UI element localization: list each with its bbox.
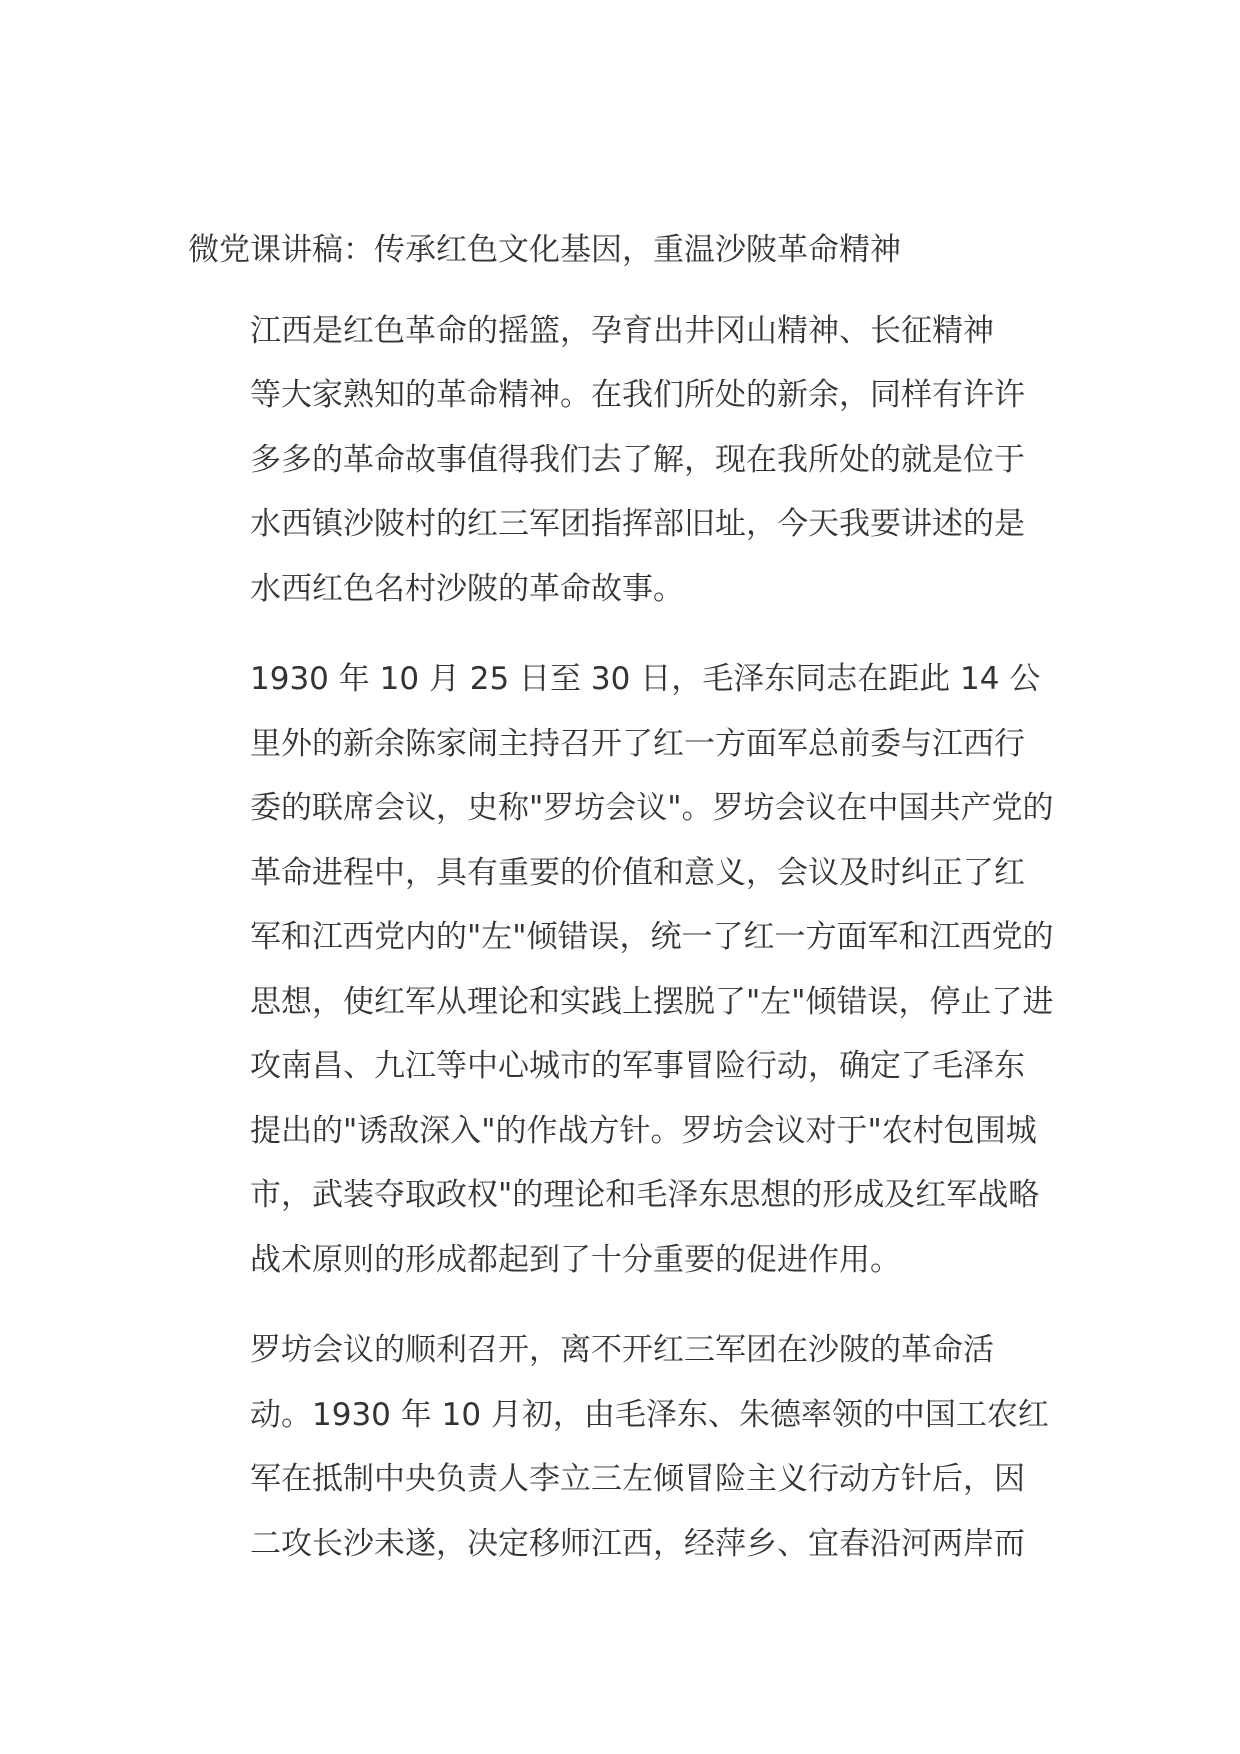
paragraph-line: 1930 年 10 月 25 日至 30 日，毛泽东同志在距此 14 公 [250,661,1041,697]
paragraph-line: 军和江西党内的"左"倾错误，统一了红一方面军和江西党的 [250,919,1054,955]
paragraph-third-corps [188,1318,1068,1576]
paragraph-line: 军在抵制中央负责人李立三左倾冒险主义行动方针后，因 [250,1461,1025,1497]
paragraph-line: 委的联席会议，史称"罗坊会议"。罗坊会议在中国共产党的 [250,790,1054,826]
paragraph-line: 罗坊会议的顺利召开，离不开红三军团在沙陂的革命活 [250,1332,994,1368]
paragraph-line: 多多的革命故事值得我们去了解，现在我所处的就是位于 [250,441,1025,478]
paragraph-line: 江西是红色革命的摇篮，孕育出井冈山精神、长征精神 [250,312,994,349]
paragraph-line: 等大家熟知的革命精神。在我们所处的新余，同样有许许 [250,377,1025,413]
paragraph-line: 攻南昌、九江等中心城市的军事冒险行动，确定了毛泽东 [250,1048,1025,1084]
paragraph-line: 水西红色名村沙陂的革命故事。 [250,570,684,607]
paragraph-line: 水西镇沙陂村的红三军团指挥部旧址，今天我要讲述的是 [250,506,1025,542]
paragraph-intro [188,299,1068,622]
paragraph-line: 革命进程中，具有重要的价值和意义，会议及时纠正了红 [250,854,1025,891]
paragraph-line: 市，武装夺取政权"的理论和毛泽东思想的形成及红军战略 [250,1177,1040,1213]
document-body [188,218,1068,1576]
paragraph-line: 战术原则的形成都起到了十分重要的促进作用。 [250,1241,901,1278]
paragraph-line: 提出的"诱敌深入"的作战方针。罗坊会议对于"农村包围城 [250,1112,1037,1149]
paragraph-line: 里外的新余陈家闹主持召开了红一方面军总前委与江西行 [250,725,1025,762]
paragraph-line: 二攻长沙未遂，决定移师江西，经萍乡、宜春沿河两岸而 [250,1525,1025,1562]
paragraph-line: 思想，使红军从理论和实践上摆脱了"左"倾错误，停止了进 [250,983,1054,1020]
paragraph-line: 动。1930 年 10 月初，由毛泽东、朱德率领的中国工农红 [250,1396,1049,1433]
paragraph-luofang-meeting [188,647,1068,1292]
document-title: 微党课讲稿：传承红色文化基因，重温沙陂革命精神 [188,232,901,268]
